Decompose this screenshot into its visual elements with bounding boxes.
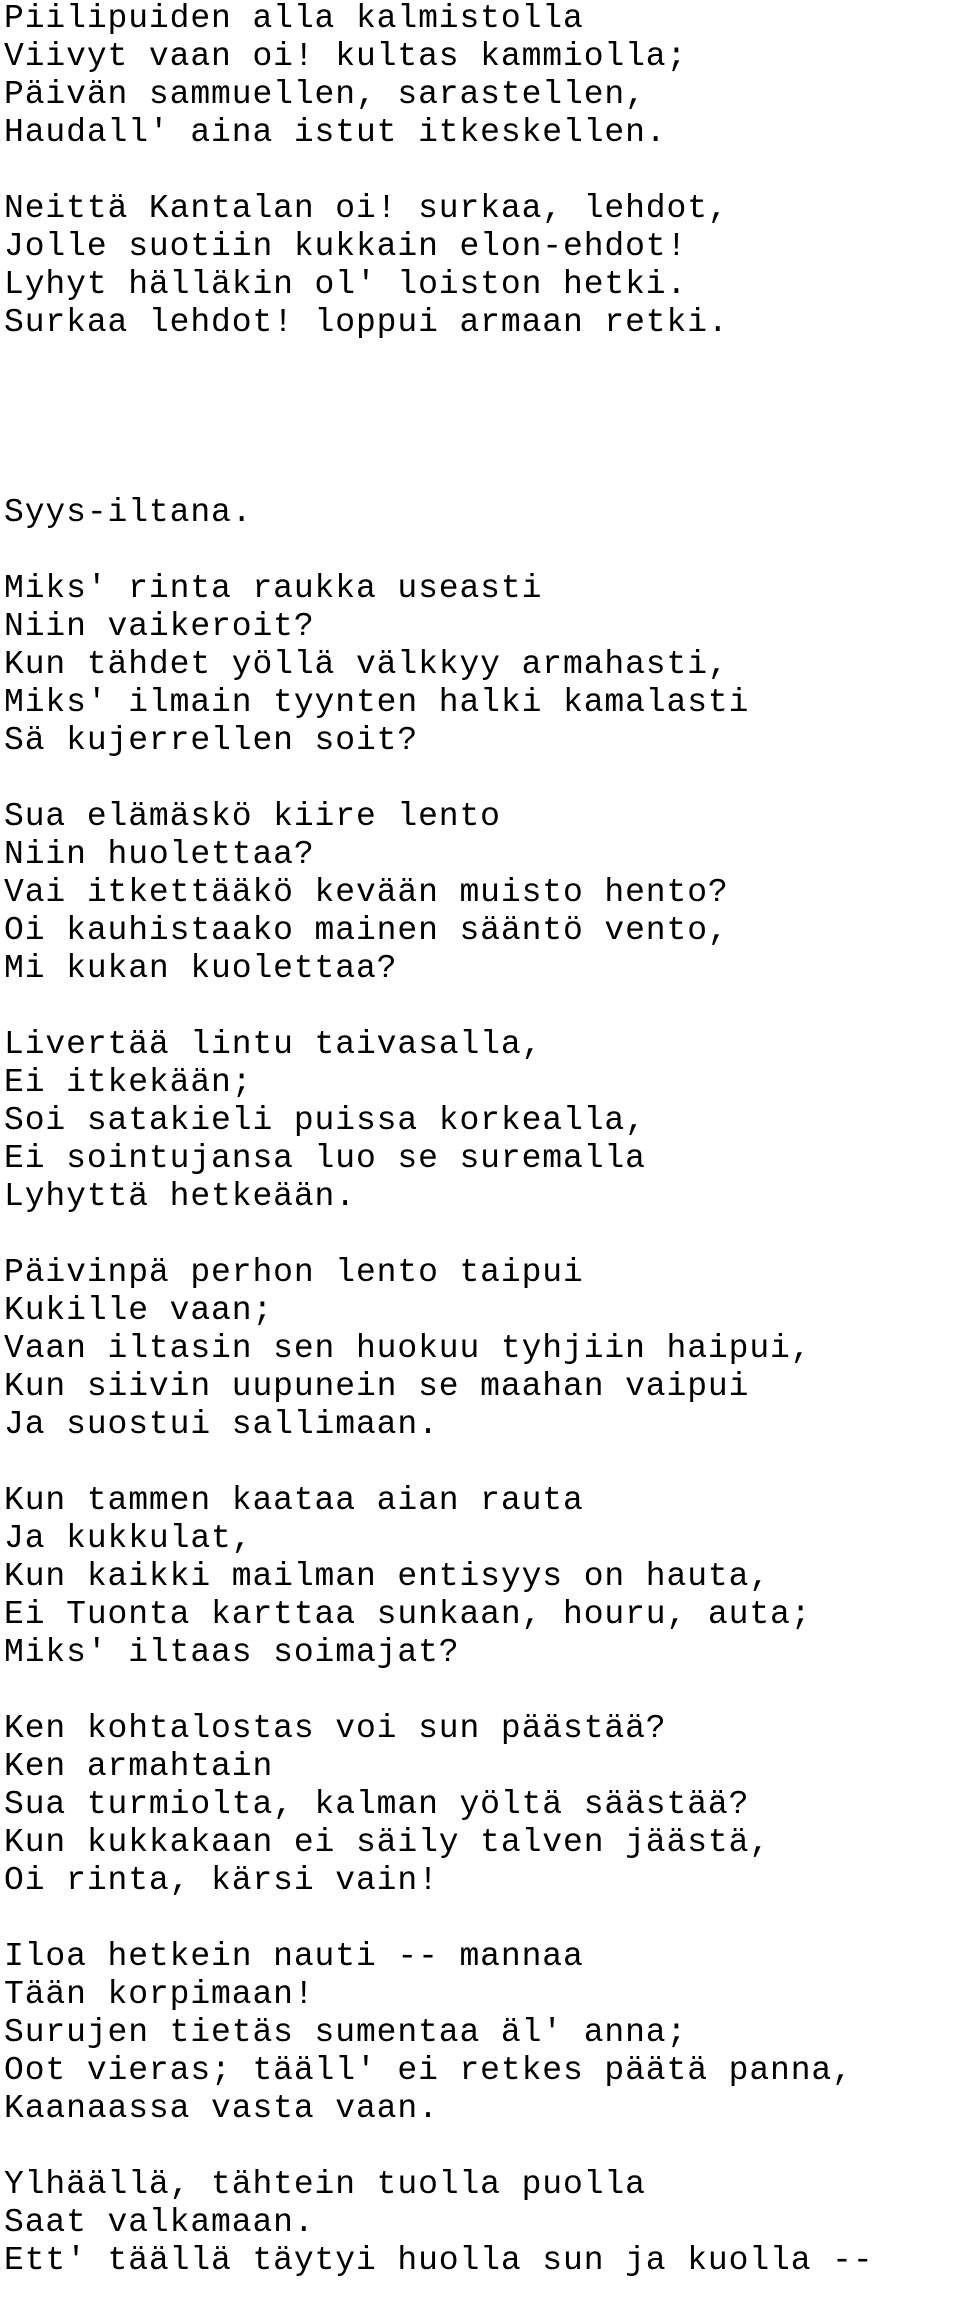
stanza-4: [4, 798, 960, 988]
poem-line: Surujen tietäs sumentaa äl' anna;: [4, 2014, 688, 2051]
poem-line: Sua elämäskö kiire lento: [4, 798, 501, 835]
poem-line: Kaanaassa vasta vaan.: [4, 2090, 439, 2127]
stanza-10: [4, 2166, 960, 2280]
poem-line: Viivyt vaan oi! kultas kammiolla;: [4, 38, 688, 75]
poem-line: Niin vaikeroit?: [4, 608, 315, 645]
poem-line: Ett' täällä täytyi huolla sun ja kuolla --: [4, 2242, 874, 2279]
stanza-2: [4, 190, 960, 342]
section-gap: [4, 342, 960, 494]
stanza-gap: [4, 1444, 960, 1482]
poem-title: Syys-iltana.: [4, 494, 253, 531]
poem-line: Kun tähdet yöllä välkkyy armahasti,: [4, 646, 729, 683]
poem-line: Iloa hetkein nauti -- mannaa: [4, 1938, 584, 1975]
stanza-gap: [4, 152, 960, 190]
stanza-6: [4, 1254, 960, 1444]
poem-line: Päivinpä perhon lento taipui: [4, 1254, 584, 1291]
poem-line: Niin huolettaa?: [4, 836, 315, 873]
poem-line: Saat valkamaan.: [4, 2204, 315, 2241]
poem-line: Oi kauhistaako mainen sääntö vento,: [4, 912, 729, 949]
stanza-7: [4, 1482, 960, 1672]
poem-line: Ken kohtalostas voi sun päästää?: [4, 1710, 667, 1747]
poem-line: Kun kaikki mailman entisyys on hauta,: [4, 1558, 771, 1595]
poem-line: Jolle suotiin kukkain elon-ehdot!: [4, 228, 688, 265]
poem-line: Kukille vaan;: [4, 1292, 274, 1329]
poem-line: Miks' iltaas soimajat?: [4, 1634, 460, 1671]
poem-line: Lyhyttä hetkeään.: [4, 1178, 356, 1215]
stanza-gap: [4, 1900, 960, 1938]
poem-line: Sua turmiolta, kalman yöltä säästää?: [4, 1786, 750, 1823]
stanza-gap: [4, 988, 960, 1026]
poem-line: Ken armahtain: [4, 1748, 274, 1785]
poem-line: Tään korpimaan!: [4, 1976, 315, 2013]
poem-line: Kun kukkakaan ei säily talven jäästä,: [4, 1824, 771, 1861]
poem-line: Päivän sammuellen, sarastellen,: [4, 76, 646, 113]
poem-line: Ja kukkulat,: [4, 1520, 253, 1557]
stanza-3: [4, 570, 960, 760]
poem-line: Kun siivin uupunein se maahan vaipui: [4, 1368, 750, 1405]
poem-line: Mi kukan kuolettaa?: [4, 950, 398, 987]
poem-line: Vai itkettääkö kevään muisto hento?: [4, 874, 729, 911]
poem-line: Oi rinta, kärsi vain!: [4, 1862, 439, 1899]
poem-line: Piilipuiden alla kalmistolla: [4, 0, 584, 37]
stanza-gap: [4, 2128, 960, 2166]
stanza-gap: [4, 1216, 960, 1254]
poem-line: Ei Tuonta karttaa sunkaan, houru, auta;: [4, 1596, 812, 1633]
poem-line: Ei itkekään;: [4, 1064, 253, 1101]
stanza-5: [4, 1026, 960, 1216]
poem-line: Ei sointujansa luo se suremalla: [4, 1140, 646, 1177]
poem-line: Lyhyt hälläkin ol' loiston hetki.: [4, 266, 688, 303]
poem-line: Oot vieras; tääll' ei retkes päätä panna,: [4, 2052, 853, 2089]
poem-line: Miks' rinta raukka useasti: [4, 570, 543, 607]
stanza-8: [4, 1710, 960, 1900]
poem-line: Neittä Kantalan oi! surkaa, lehdot,: [4, 190, 729, 227]
stanza-gap: [4, 760, 960, 798]
stanza-9: [4, 1938, 960, 2128]
poem-line: Haudall' aina istut itkeskellen.: [4, 114, 667, 151]
poem-line: Vaan iltasin sen huokuu tyhjiin haipui,: [4, 1330, 812, 1367]
poem-line: Kun tammen kaataa aian rauta: [4, 1482, 584, 1519]
poem-line: Ja suostui sallimaan.: [4, 1406, 439, 1443]
stanza-1: [4, 0, 960, 152]
poem-line: Soi satakieli puissa korkealla,: [4, 1102, 646, 1139]
poem-line: Sä kujerrellen soit?: [4, 722, 419, 759]
poem-line: Livertää lintu taivasalla,: [4, 1026, 543, 1063]
stanza-gap: [4, 532, 960, 570]
stanza-gap: [4, 1672, 960, 1710]
poem-line: Miks' ilmain tyynten halki kamalasti: [4, 684, 750, 721]
poem-line: Ylhäällä, tähtein tuolla puolla: [4, 2166, 646, 2203]
poem-line: Surkaa lehdot! loppui armaan retki.: [4, 304, 729, 341]
